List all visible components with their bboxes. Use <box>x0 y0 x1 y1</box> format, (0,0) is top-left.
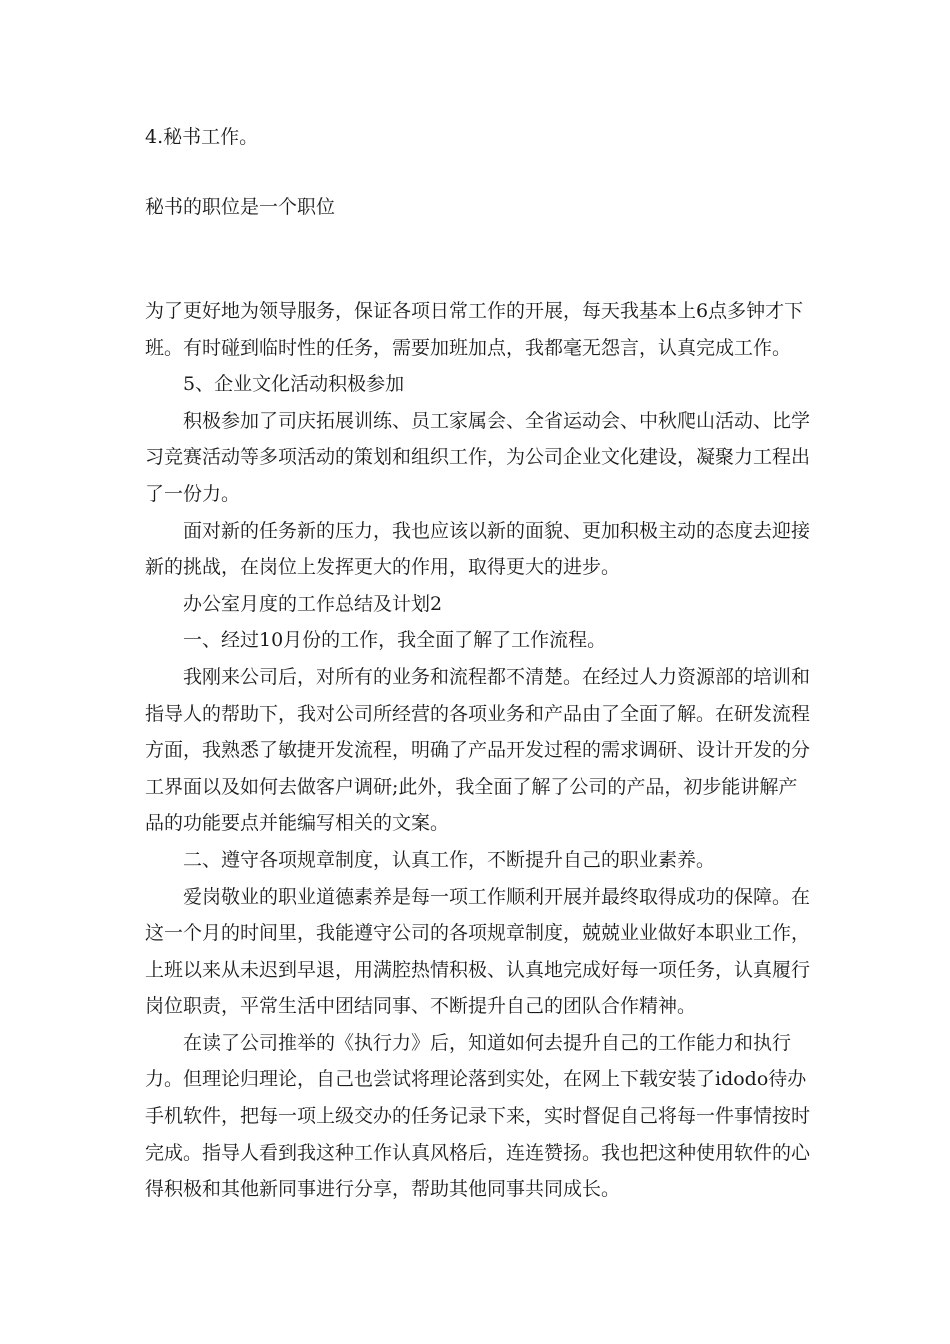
section-subheading: 秘书的职位是一个职位 <box>145 196 336 218</box>
paragraph: 为了更好地为领导服务，保证各项日常工作的开展，每天我基本上6点多钟才下班。有时碰到临时性的任务，需要加班加点，我都毫无怨言，认真完成工作。 <box>145 300 804 359</box>
paragraph: 面对新的任务新的压力，我也应该以新的面貌、更加积极主动的态度去迎接新的挑战，在岗位上发挥更大的作用，取得更大的进步。 <box>145 519 811 579</box>
paragraph: 5、企业文化活动积极参加 <box>183 373 405 396</box>
paragraph: 办公室月度的工作总结及计划2 <box>183 592 443 615</box>
paragraph: 我刚来公司后，对所有的业务和流程都不清楚。在经过人力资源部的培训和指导人的帮助下，我对公司所经营的各项业务和产品由了全面了解。在研发流程方面，我熟悉了敏捷开发流程，明确了产品开发过程的需求调研、设计开发的分工界面以及如何去做客户调研;此外，我全面了解了公司的产品，初步能讲解产品的功能要点并能编写相关的文案。 <box>145 665 811 835</box>
document-body <box>145 293 815 1208</box>
paragraph: 一、经过10月份的工作，我全面了解了工作流程。 <box>183 629 607 652</box>
section-heading: 4.秘书工作。 <box>145 126 259 148</box>
paragraph: 积极参加了司庆拓展训练、员工家属会、全省运动会、中秋爬山活动、比学习竞赛活动等多项活动的策划和组织工作，为公司企业文化建设，凝聚力工程出了一份力。 <box>145 409 811 505</box>
paragraph: 在读了公司推举的《执行力》后，知道如何去提升自己的工作能力和执行力。但理论归理论，自己也尝试将理论落到实处，在网上下载安装了idodo待办手机软件，把每一项上级交办的任务记录下来，实时督促自己将每一件事情按时完成。指导人看到我这种工作认真风格后，连连赞扬。我也把这种使用软件的心得积极和其他新同事进行分享，帮助其他同事共同成长。 <box>145 1031 811 1201</box>
paragraph: 二、遵守各项规章制度，认真工作，不断提升自己的职业素养。 <box>183 848 716 871</box>
paragraph: 爱岗敬业的职业道德素养是每一项工作顺利开展并最终取得成功的保障。在这一个月的时间里，我能遵守公司的各项规章制度，兢兢业业做好本职业工作，上班以来从未迟到早退，用满腔热情积极、认真地完成好每一项任务，认真履行岗位职责，平常生活中团结同事、不断提升自己的团队合作精神。 <box>145 885 811 1018</box>
